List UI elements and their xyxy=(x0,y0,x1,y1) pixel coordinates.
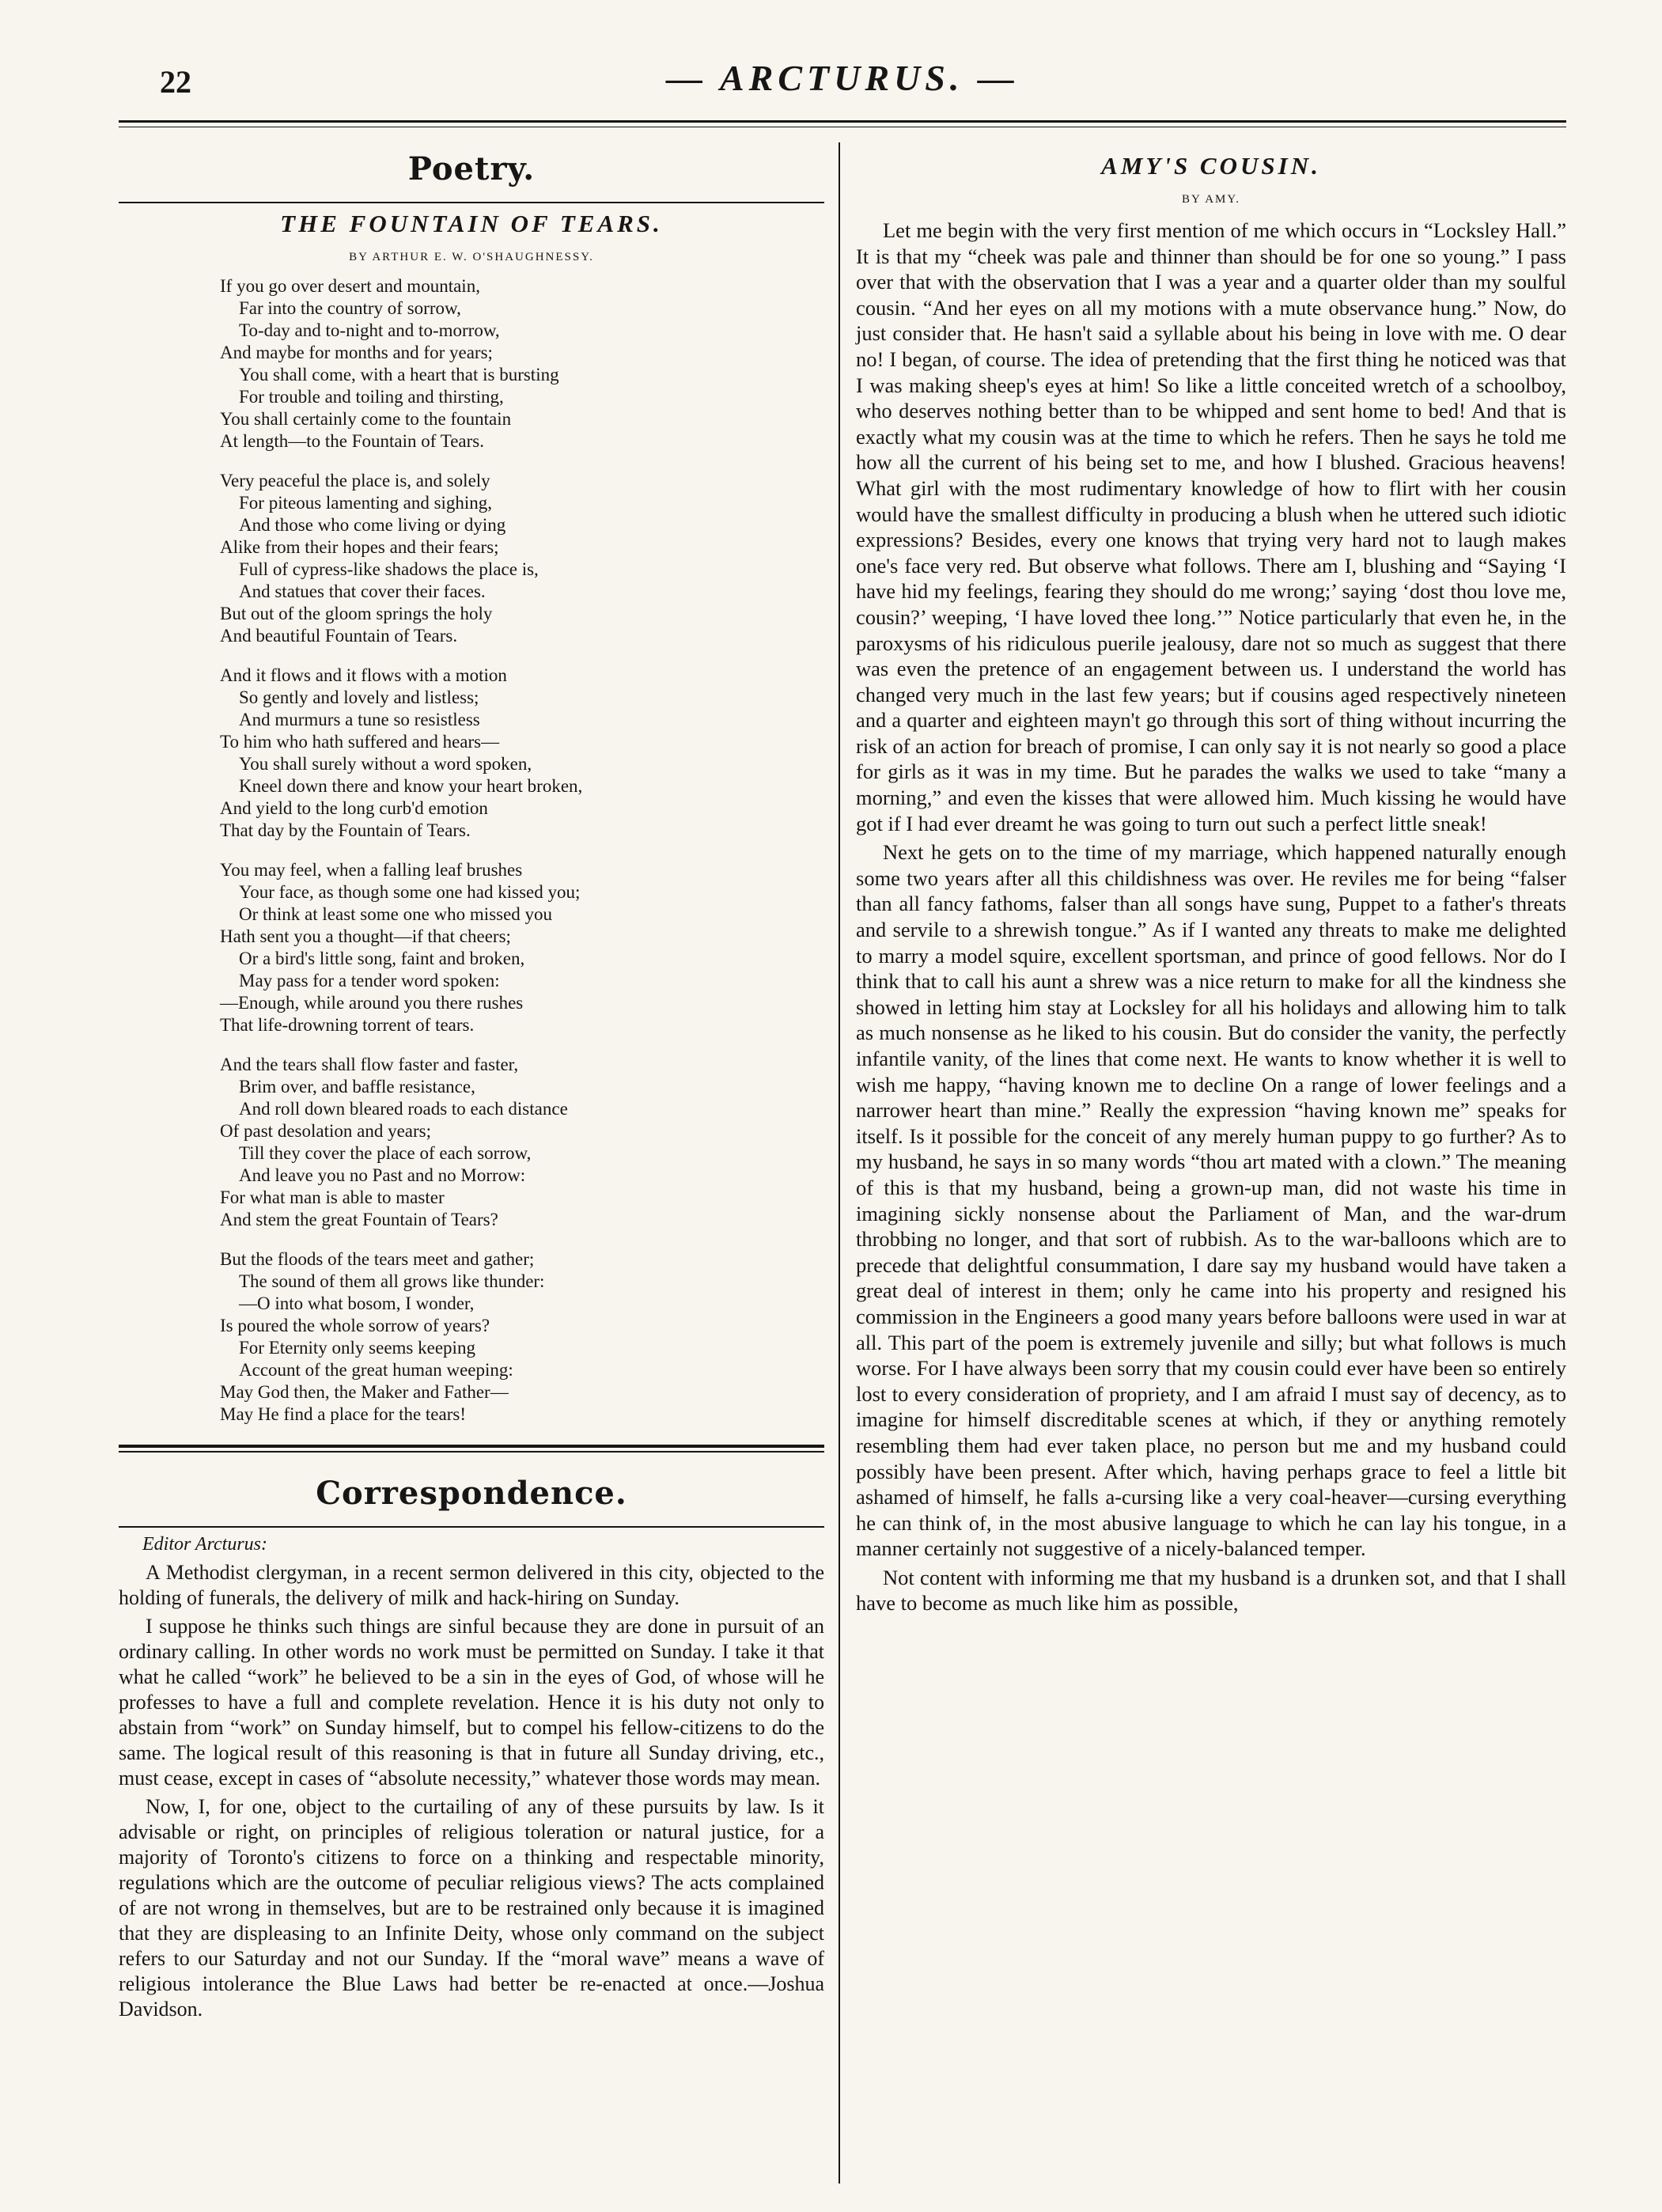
masthead-title: — ARCTURUS. — xyxy=(666,58,1019,98)
poem-stanza xyxy=(119,1248,824,1426)
poem-line: —Enough, while around you there rushes xyxy=(220,993,524,1013)
page-number: 22 xyxy=(160,64,191,100)
poem-line: Till they cover the place of each sorrow, xyxy=(239,1143,532,1163)
poem-line: For piteous lamenting and sighing, xyxy=(239,493,493,513)
poem-byline: BY ARTHUR E. W. O'SHAUGHNESSY. xyxy=(349,251,594,263)
poem-line: If you go over desert and mountain, xyxy=(220,276,480,296)
poem-line: And the tears shall flow faster and faster, xyxy=(220,1055,519,1074)
poem-line: Account of the great human weeping: xyxy=(239,1360,513,1380)
poem-line: And murmurs a tune so resistless xyxy=(239,710,480,729)
poem-line: And it flows and it flows with a motion xyxy=(220,665,507,685)
poem-line: Full of cypress-like shadows the place is, xyxy=(239,559,539,579)
poem-line: —O into what bosom, I wonder, xyxy=(239,1293,475,1313)
page-header xyxy=(119,57,1566,112)
poem-line: And statues that cover their faces. xyxy=(239,581,486,601)
poem-line: And stem the great Fountain of Tears? xyxy=(220,1210,498,1229)
poem-line: So gently and lovely and listless; xyxy=(239,687,479,707)
poem-line: And leave you no Past and no Morrow: xyxy=(239,1165,526,1185)
poem-stanza xyxy=(119,470,824,647)
poem-line: And those who come living or dying xyxy=(239,515,506,535)
right-column xyxy=(856,142,1566,1616)
poem-line: Or a bird's little song, faint and broken, xyxy=(239,949,525,968)
poem-line: Far into the country of sorrow, xyxy=(239,298,461,318)
poem-line: Brim over, and baffle resistance, xyxy=(239,1077,475,1097)
poem-line: The sound of them all grows like thunder: xyxy=(239,1271,545,1291)
correspondence-heading: Correspondence. xyxy=(316,1475,627,1512)
poem-stanza xyxy=(119,665,824,842)
poem-line: Your face, as though some one had kissed you; xyxy=(239,882,581,902)
poem-line: And beautiful Fountain of Tears. xyxy=(220,626,458,646)
poem-line: You may feel, when a falling leaf brushes xyxy=(220,860,523,880)
poem-line: And maybe for months and for years; xyxy=(220,343,493,362)
poem-line: But the floods of the tears meet and gather; xyxy=(220,1249,535,1269)
poem-stanza xyxy=(119,859,824,1036)
poem-line: To-day and to-night and to-morrow, xyxy=(239,320,500,340)
section-divider xyxy=(119,1445,824,1453)
correspondence-paragraph: Now, I, for one, object to the curtailing of any of these pursuits by law. Is it advisable or right, on principles of religious toleration or natural justice, for a majority of Toronto's citizens to force on a thinking and respectable minority, regulations which are the outcome of peculiar religious views? The acts complained of are not wrong in themselves, but are to be restrained only because it is imagined that they are displeasing to an Infinite Deity, whose only command on the subject refers to our Saturday and not our Sunday. If the “moral wave” means a wave of religious intolerance the Blue Laws had better be re-enacted at once.—Joshua Davidson. xyxy=(119,1795,824,2021)
poem-line: Alike from their hopes and their fears; xyxy=(220,537,499,557)
poem-line: You shall certainly come to the fountain xyxy=(220,409,512,429)
poem-line: That life-drowning torrent of tears. xyxy=(220,1015,475,1035)
left-column xyxy=(119,142,824,2022)
poem-line: Very peaceful the place is, and solely xyxy=(220,471,490,491)
correspondence-rule xyxy=(119,1526,824,1528)
poem-line: Is poured the whole sorrow of years? xyxy=(220,1316,490,1335)
poem-body xyxy=(119,275,824,1426)
poem-line: Kneel down there and know your heart broken, xyxy=(239,776,583,796)
poem-line: Hath sent you a thought—if that cheers; xyxy=(220,926,511,946)
story-paragraph: Not content with informing me that my husband is a drunken sot, and that I shall have to become as much like him as possible, xyxy=(856,1565,1566,1615)
header-rule-top xyxy=(119,120,1566,123)
correspondence-salutation: Editor Arcturus: xyxy=(142,1534,268,1555)
poem-line: May He find a place for the tears! xyxy=(220,1404,466,1424)
story-paragraph: Let me begin with the very first mention of me which occurs in “Locksley Hall.” It is that my “cheek was pale and thinner than should be for one so young.” I pass over that with the observation that I was a year and a quarter older than my soulful cousin. “And her eyes on all my motions with a mute observance hung.” Now, do just consider that. He hasn't said a syllable about his being in love with me. O dear no! I began, of course. The idea of pretending that the first thing he noticed was that I was making sheep's eyes at him! So like a little conceited wretch of a schoolboy, who deserves nothing better than to be whipped and sent home to bed! And that is exactly what my cousin was at the time to which he refers. Then he says he told me how all the current of his being set to me, and how I blushed. Gracious heavens! What girl with the most rudimentary knowledge of how to flirt with her cousin would have the smallest difficulty in producing a blush when he uttered such idiotic expressions? Besides, every one knows that trying very hard not to laugh makes one's face very red. But observe what follows. There am I, blushing and “Saying ‘I have hid my feelings, fearing they should do me wrong;’ saying ‘dost thou love me, cousin?’ weeping, ‘I have loved thee long.’” Notice particularly that even he, in the paroxysms of his ridiculous puerile jealousy, dare not so much as suggest that there was even the pretence of an engagement between us. I understand the world has changed very much in the last few years; but if cousins aged respectively nineteen and a quarter and eighteen mayn't go through this sort of thing without incurring the risk of an action for breach of promise, I can only say it is not nearly so good a place for girls as it was in my time. But he parades the walks we used to take “many a morning,” and even the kisses that were allowed him. Much kissing he would have got if I had ever dreamt he was going to turn out such a perfect little sneak! xyxy=(856,218,1566,835)
story-title: AMY'S COUSIN. xyxy=(1101,152,1321,180)
poem-line: And yield to the long curb'd emotion xyxy=(220,798,488,818)
poem-line: Of past desolation and years; xyxy=(220,1121,431,1141)
poem-title: THE FOUNTAIN OF TEARS. xyxy=(280,210,663,237)
poetry-rule xyxy=(119,202,824,203)
poem-line: May God then, the Maker and Father— xyxy=(220,1382,509,1402)
poem-line: That day by the Fountain of Tears. xyxy=(220,820,471,840)
poem-stanza xyxy=(119,275,824,453)
column-divider xyxy=(839,142,840,2184)
poem-line: Or think at least some one who missed you xyxy=(239,904,553,924)
poem-line: For Eternity only seems keeping xyxy=(239,1338,475,1358)
poem-stanza xyxy=(119,1054,824,1231)
story-paragraph: Next he gets on to the time of my marriage, which happened naturally enough some two years after all this childishness was over. He reviles me for being “falser than all fancy fathoms, falser than all songs have sung, Puppet to a father's threats and servile to a shrewish tongue.” As if I wanted any threats to make me delighted to marry a model squire, excellent sportsman, and prince of good fellows. Nor do I think that to call his aunt a shrew was a nice return to make for all the kindness she showed in letting him stay at Locksley for all his holidays and allowing him to talk as much nonsense as he liked to his cousin. But do consider the vanity, the perfectly infantile vanity, of the lines that come next. He wants to know whether it is well to wish me happy, “having known me to decline On a range of lower feelings and a narrower heart than mine.” Really the expression “having known me” speaks for itself. Is it possible for the conceit of any merely human puppy to go further? As to my husband, he says in so many words “thou art mated with a clown.” The meaning of this is that my husband, being a grown-up man, did not waste his time in imagining sickly nonsense about the Parliament of Man, and the war-drum throbbing no longer, and that sort of rubbish. As to the war-balloons which are to precede that delightful consummation, I dare say my husband would have taken a great deal of interest in them; only he came into his property and resigned his commission in the Engineers a good many years before balloons were used in war at all. This part of the poem is extremely juvenile and silly; but what follows is much worse. For I have always been sorry that my cousin could ever have been so entirely lost to every consideration of propriety, and I am afraid I must say of decency, as to imagine for himself discreditable scenes at which, if they or anything remotely resembling them had ever taken place, no person but me and my husband could possibly have been present. After which, having perhaps grace to feel a little bit ashamed of himself, he falls a-cursing like a very coal-heaver—cursing everything he can think of, in the most abusive language to which he can lay his tongue, in a manner certainly not suggestive of a nicely-balanced temper. xyxy=(856,840,1566,1561)
poem-line: To him who hath suffered and hears— xyxy=(220,732,500,752)
poetry-heading: Poetry. xyxy=(407,150,536,187)
poem-line: You shall surely without a word spoken, xyxy=(239,754,532,774)
story-byline: BY AMY. xyxy=(1181,193,1241,206)
poem-line: May pass for a tender word spoken: xyxy=(239,971,500,990)
poem-line: You shall come, with a heart that is bursting xyxy=(239,365,559,384)
correspondence-paragraph: I suppose he thinks such things are sinful because they are done in pursuit of an ordinary calling. In other words no work must be permitted on Sunday. I take it that what he called “work” he believed to be a sin in the eyes of God, of whose will he professes to have a full and complete revelation. Hence it is his duty not only to abstain from “work” on Sunday himself, but to compel his fellow-citizens to do the same. The logical result of this reasoning is that in future all Sunday driving, etc., must cease, except in cases of “absolute necessity,” whatever those words may mean. xyxy=(119,1615,824,1790)
poem-line: At length—to the Fountain of Tears. xyxy=(220,431,484,451)
correspondence-paragraph: A Methodist clergyman, in a recent sermon delivered in this city, objected to the holding of funerals, the delivery of milk and hack-hiring on Sunday. xyxy=(119,1561,824,1609)
poem-line: But out of the gloom springs the holy xyxy=(220,604,493,623)
poem-line: For trouble and toiling and thirsting, xyxy=(239,387,504,407)
poem-line: For what man is able to master xyxy=(220,1187,445,1207)
poem-line: And roll down bleared roads to each distance xyxy=(239,1099,568,1119)
